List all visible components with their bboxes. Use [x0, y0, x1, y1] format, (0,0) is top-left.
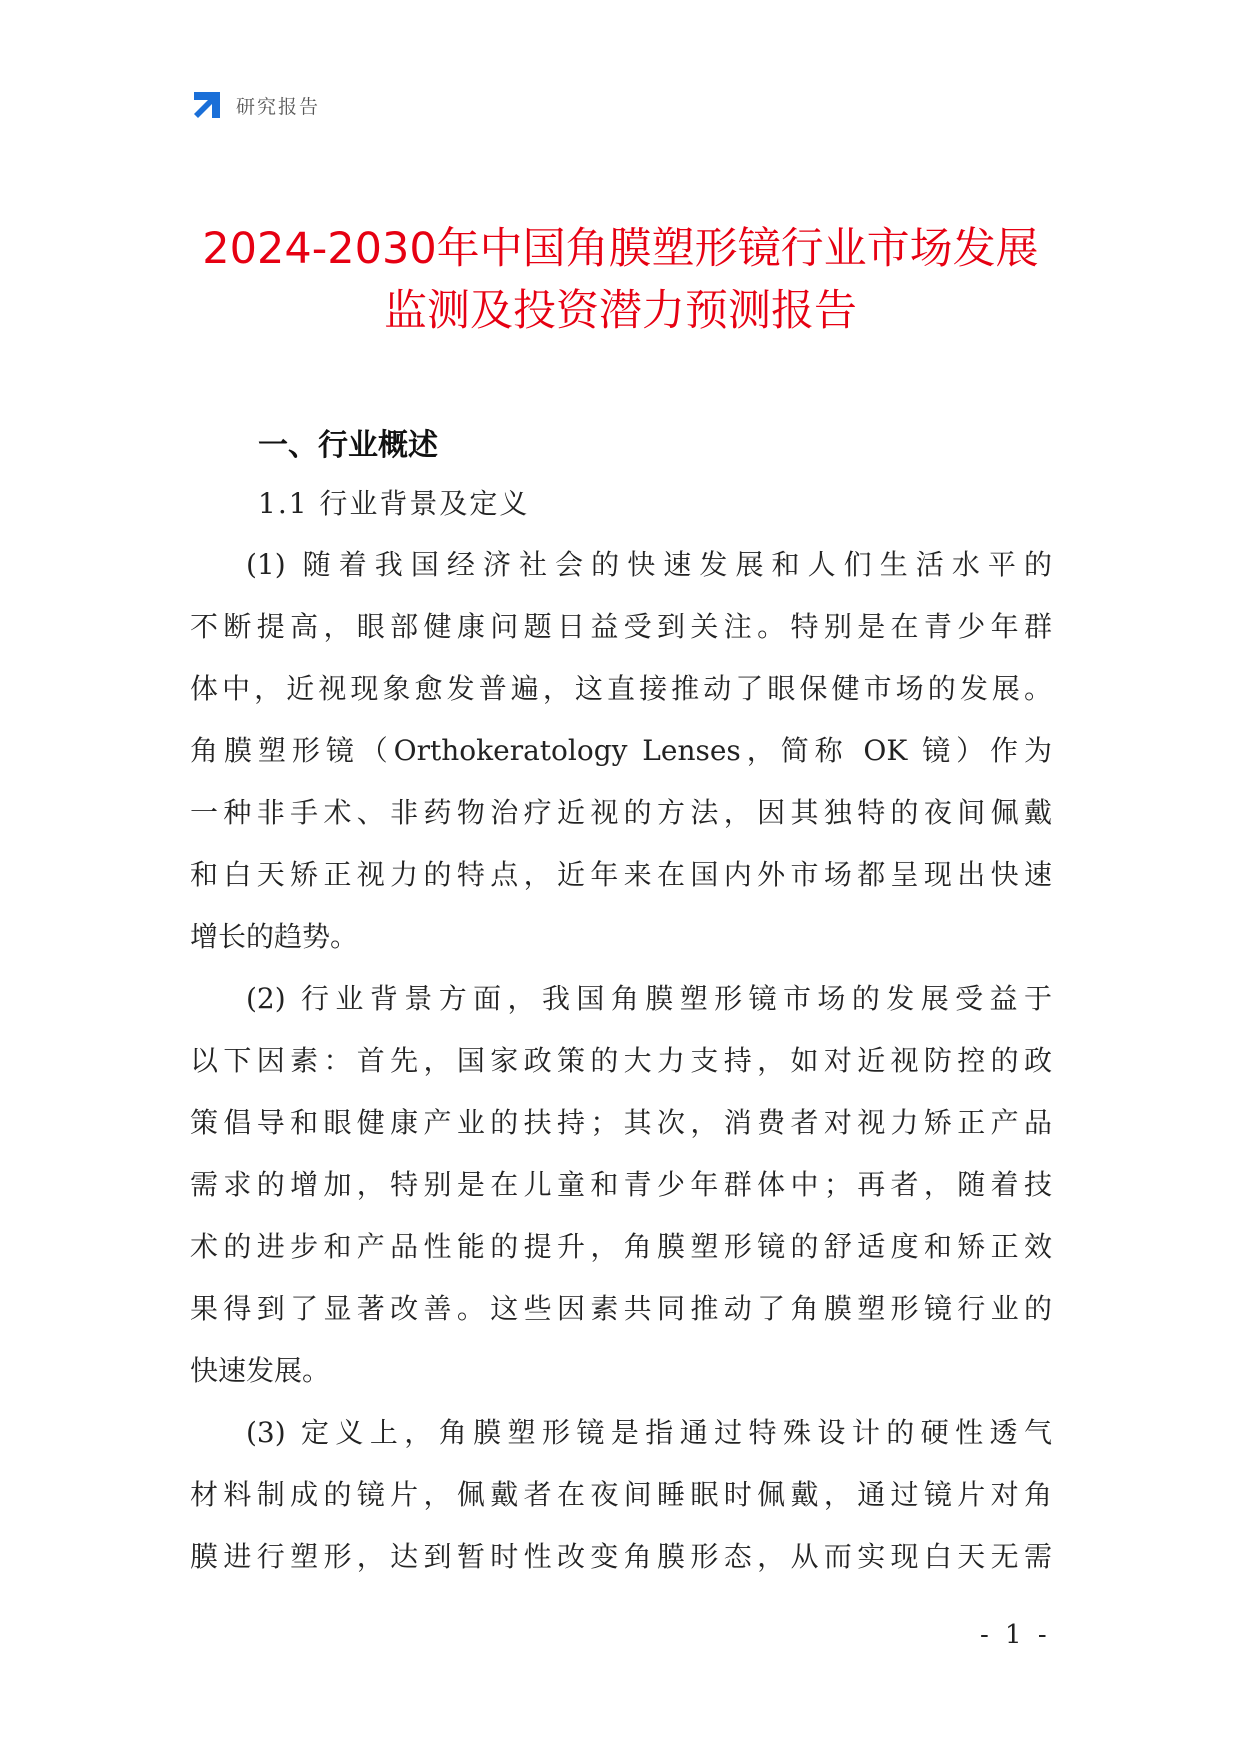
paragraph-line: 策倡导和眼健康产业的扶持；其次，消费者对视力矫正产品 — [190, 1106, 1052, 1139]
paragraph-line: 一种非手术、非药物治疗近视的方法，因其独特的夜间佩戴 — [190, 796, 1052, 829]
paragraph-2 — [190, 968, 1052, 1402]
report-title — [0, 218, 1241, 342]
paragraph-line: 材料制成的镜片，佩戴者在夜间睡眠时佩戴，通过镜片对角 — [190, 1478, 1052, 1511]
paragraph-line: 需求的增加，特别是在儿童和青少年群体中；再者，随着技 — [190, 1168, 1052, 1201]
paragraph-line: 不断提高，眼部健康问题日益受到关注。特别是在青少年群 — [190, 610, 1052, 643]
paragraph-line: 以下因素：首先，国家政策的大力支持，如对近视防控的政 — [190, 1044, 1052, 1077]
paragraph-line: (1) 随着我国经济社会的快速发展和人们生活水平的 — [246, 548, 1052, 581]
paragraph-line: 角膜塑形镜（Orthokeratology Lenses，简称 OK 镜）作为 — [190, 734, 1052, 767]
report-header — [190, 88, 320, 122]
paragraph-line: 和白天矫正视力的特点，近年来在国内外市场都呈现出快速 — [190, 858, 1052, 891]
title-line-1: 2024-2030年中国角膜塑形镜行业市场发展 — [202, 224, 1039, 274]
paragraph-line: 体中，近视现象愈发普遍，这直接推动了眼保健市场的发展。 — [190, 672, 1052, 705]
paragraph-line: 术的进步和产品性能的提升，角膜塑形镜的舒适度和矫正效 — [190, 1230, 1052, 1263]
paragraph-line: 果得到了显著改善。这些因素共同推动了角膜塑形镜行业的 — [190, 1292, 1052, 1325]
paragraph-line: (3) 定义上，角膜塑形镜是指通过特殊设计的硬性透气 — [246, 1416, 1052, 1449]
subsection-heading: 1.1 行业背景及定义 — [258, 487, 530, 520]
paragraph-line: (2) 行业背景方面，我国角膜塑形镜市场的发展受益于 — [246, 982, 1052, 1015]
section-heading: 一、行业概述 — [258, 428, 438, 463]
brand-logo-icon — [190, 88, 224, 122]
title-line-2: 监测及投资潜力预测报告 — [384, 286, 857, 336]
paragraph-line: 增长的趋势。 — [190, 920, 359, 953]
page-number: - 1 - — [980, 1620, 1051, 1650]
paragraph-3 — [190, 1402, 1052, 1588]
paragraph-1 — [190, 534, 1052, 968]
header-label: 研究报告 — [236, 95, 321, 118]
paragraph-line: 膜进行塑形，达到暂时性改变角膜形态，从而实现白天无需 — [190, 1540, 1052, 1573]
paragraph-line: 快速发展。 — [190, 1354, 331, 1387]
